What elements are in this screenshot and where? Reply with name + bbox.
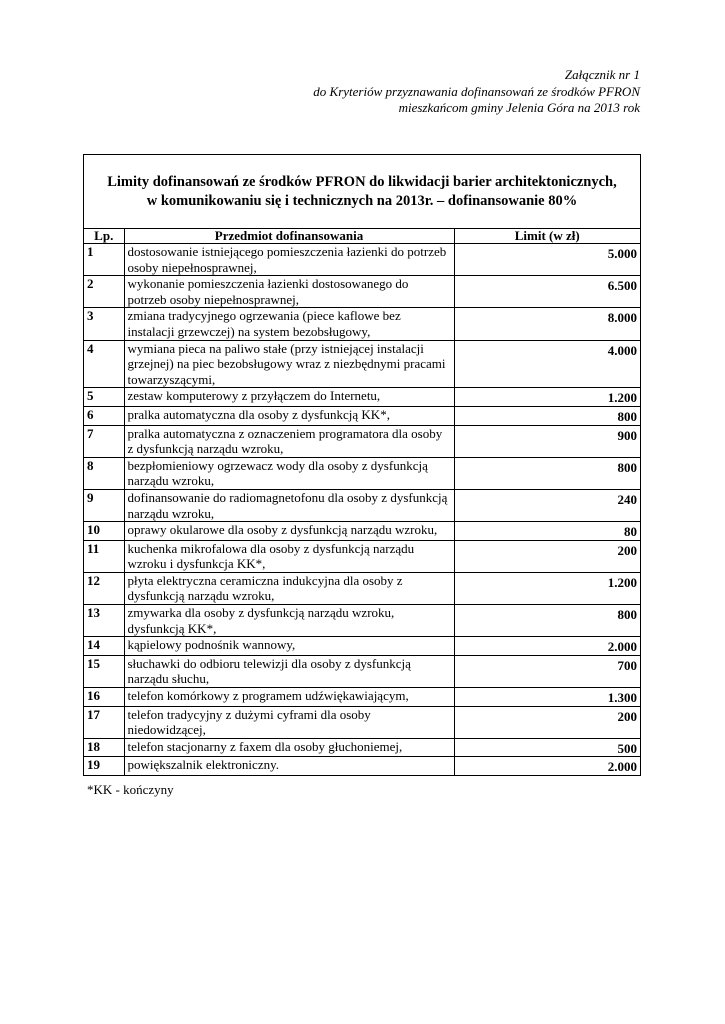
- table-row: [84, 425, 640, 457]
- title-line-1: Limity dofinansowań ze środków PFRON do likwidacji barier architektonicznych,: [107, 174, 617, 190]
- row-limit: 500: [454, 738, 640, 757]
- footnote: *KK - kończyny: [87, 782, 174, 797]
- document-title: [84, 155, 640, 229]
- row-lp: 12: [84, 572, 124, 604]
- row-lp: 16: [84, 688, 124, 707]
- table-row: [84, 572, 640, 604]
- table-row: [84, 457, 640, 489]
- attachment-note: [313, 67, 640, 117]
- attachment-line-2: do Kryteriów przyznawania dofinansowań ze środków PFRON: [313, 83, 640, 99]
- row-limit: 5.000: [454, 244, 640, 276]
- row-lp: 15: [84, 655, 124, 687]
- row-lp: 9: [84, 489, 124, 521]
- attachment-line-3: mieszkańcom gminy Jelenia Góra na 2013 rok: [398, 100, 640, 115]
- row-lp: 8: [84, 457, 124, 489]
- row-item: kąpielowy podnośnik wannowy,: [124, 637, 454, 656]
- row-item: telefon komórkowy z programem udźwiękawiającym,: [124, 688, 454, 707]
- row-item: oprawy okularowe dla osoby z dysfunkcją narządu wzroku,: [124, 522, 454, 541]
- attachment-line-1: Załącznik nr 1: [564, 67, 640, 82]
- table-row: [84, 522, 640, 541]
- row-lp: 13: [84, 605, 124, 637]
- row-item: telefon tradycyjny z dużymi cyframi dla osoby niedowidzącej,: [124, 706, 454, 738]
- row-item: dostosowanie istniejącego pomieszczenia łazienki do potrzeb osoby niepełnosprawnej,: [124, 244, 454, 276]
- table-row: [84, 706, 640, 738]
- row-limit: 80: [454, 522, 640, 541]
- row-limit: 240: [454, 489, 640, 521]
- table-row: [84, 489, 640, 521]
- row-lp: 1: [84, 244, 124, 276]
- row-limit: 1.200: [454, 388, 640, 407]
- row-item: powiększalnik elektroniczny.: [124, 757, 454, 775]
- row-item: zestaw komputerowy z przyłączem do Internetu,: [124, 388, 454, 407]
- table-row: [84, 406, 640, 425]
- table-row: [84, 540, 640, 572]
- row-lp: 7: [84, 425, 124, 457]
- title-line-2: w komunikowaniu się i technicznych na 2013r. – dofinansowanie 80%: [146, 193, 578, 209]
- row-item: pralka automatyczna z oznaczeniem programatora dla osoby z dysfunkcją narządu wzroku,: [124, 425, 454, 457]
- row-limit: 1.200: [454, 572, 640, 604]
- row-item: dofinansowanie do radiomagnetofonu dla osoby z dysfunkcją narządu wzroku,: [124, 489, 454, 521]
- row-item: kuchenka mikrofalowa dla osoby z dysfunkcją narządu wzroku i dysfunkcja KK*,: [124, 540, 454, 572]
- limits-frame: [83, 154, 641, 776]
- row-limit: 1.300: [454, 688, 640, 707]
- row-limit: 900: [454, 425, 640, 457]
- row-lp: 10: [84, 522, 124, 541]
- row-lp: 5: [84, 388, 124, 407]
- row-limit: 800: [454, 457, 640, 489]
- row-item: pralka automatyczna dla osoby z dysfunkcją KK*,: [124, 406, 454, 425]
- row-lp: 11: [84, 540, 124, 572]
- row-limit: 200: [454, 540, 640, 572]
- row-limit: 6.500: [454, 276, 640, 308]
- row-item: wykonanie pomieszczenia łazienki dostosowanego do potrzeb osoby niepełnosprawnej,: [124, 276, 454, 308]
- row-item: słuchawki do odbioru telewizji dla osoby z dysfunkcją narządu słuchu,: [124, 655, 454, 687]
- table-row: [84, 244, 640, 276]
- table-row: [84, 688, 640, 707]
- row-limit: 8.000: [454, 308, 640, 340]
- table-row: [84, 757, 640, 775]
- row-limit: 200: [454, 706, 640, 738]
- row-lp: 3: [84, 308, 124, 340]
- table-row: [84, 605, 640, 637]
- row-item: bezpłomieniowy ogrzewacz wody dla osoby z dysfunkcją narządu wzroku,: [124, 457, 454, 489]
- row-lp: 18: [84, 738, 124, 757]
- row-lp: 2: [84, 276, 124, 308]
- row-limit: 700: [454, 655, 640, 687]
- table-header-row: [84, 229, 640, 244]
- row-item: zmywarka dla osoby z dysfunkcją narządu wzroku, dysfunkcją KK*,: [124, 605, 454, 637]
- row-item: telefon stacjonarny z faxem dla osoby głuchoniemej,: [124, 738, 454, 757]
- row-limit: 800: [454, 406, 640, 425]
- header-item: Przedmiot dofinansowania: [124, 229, 454, 244]
- row-item: płyta elektryczna ceramiczna indukcyjna dla osoby z dysfunkcją narządu wzroku,: [124, 572, 454, 604]
- row-item: zmiana tradycyjnego ogrzewania (piece kaflowe bez instalacji grzewczej) na system bezobsługowy,: [124, 308, 454, 340]
- row-lp: 4: [84, 340, 124, 388]
- table-row: [84, 340, 640, 388]
- row-limit: 4.000: [454, 340, 640, 388]
- table-row: [84, 655, 640, 687]
- header-limit: Limit (w zł): [454, 229, 640, 244]
- table-row: [84, 308, 640, 340]
- row-lp: 14: [84, 637, 124, 656]
- row-limit: 800: [454, 605, 640, 637]
- row-item: wymiana pieca na paliwo stałe (przy istniejącej instalacji grzejnej) na piec bezobsługowy wraz z niezbędnymi pracami towarzyszącymi,: [124, 340, 454, 388]
- table-row: [84, 388, 640, 407]
- row-lp: 17: [84, 706, 124, 738]
- table-row: [84, 637, 640, 656]
- row-limit: 2.000: [454, 637, 640, 656]
- row-limit: 2.000: [454, 757, 640, 775]
- row-lp: 19: [84, 757, 124, 775]
- table-row: [84, 276, 640, 308]
- table-row: [84, 738, 640, 757]
- header-lp: Lp.: [84, 229, 124, 244]
- row-lp: 6: [84, 406, 124, 425]
- limits-table: [84, 229, 640, 775]
